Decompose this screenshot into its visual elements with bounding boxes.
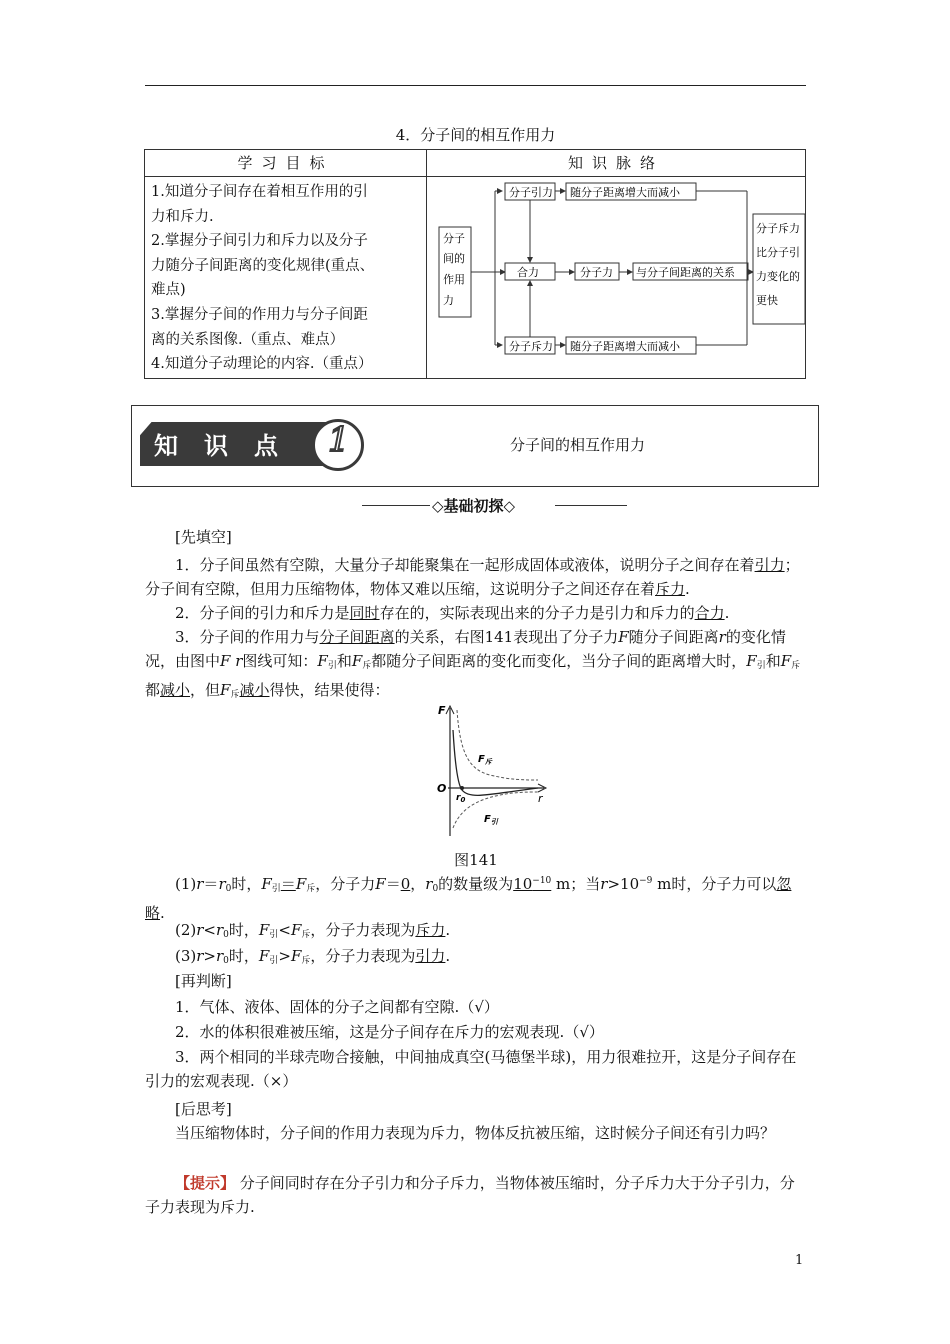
- goal-line: 离的关系图像.（重点、难点）: [151, 331, 345, 348]
- condition-1: $(1)r=r_0$时，$F_引=F_斥$，分子力F＝0，$r_0$的数量级为$10^{-10}$ m；当$r>10^{-9}$ m时，分子力可以忽略.: [145, 875, 792, 922]
- svg-text:更快: 更快: [756, 294, 778, 307]
- hint-label: 【提示】: [175, 1174, 236, 1192]
- blank: 合力: [694, 604, 725, 622]
- blank: 分子间距离: [319, 628, 395, 646]
- fill-label: [先填空]: [175, 528, 232, 546]
- blank: 斥力: [655, 580, 686, 598]
- diagram-repel-rule: 随分子距离增大而减小: [570, 340, 680, 353]
- diagram-net: 合力: [517, 266, 539, 279]
- diagram-repel: 分子斥力: [509, 340, 553, 353]
- svg-text:F斥: $F_斥$: [478, 754, 492, 766]
- goal-line: 3.掌握分子间的作用力与分子间距: [151, 306, 368, 323]
- svg-text:分子斥力: 分子斥力: [756, 222, 800, 235]
- knowledge-point-box: [131, 405, 819, 487]
- svg-text:作用: 作用: [443, 273, 465, 286]
- svg-text:F引: $F_引$: [484, 814, 498, 826]
- blank: 减小: [160, 681, 191, 699]
- goals-list: [151, 180, 421, 377]
- section-rule-left: [362, 505, 430, 506]
- diagram-attract-rule: 随分子距离增大而减小: [570, 186, 680, 199]
- header-goals: 学习目标: [237, 154, 334, 172]
- section-title: ◇基础初探◇: [432, 497, 516, 515]
- goal-line: 力和斥力.: [151, 208, 214, 225]
- goal-line: 4.知道分子动理论的内容.（重点）: [151, 356, 373, 373]
- section-rule-right: [555, 505, 627, 506]
- svg-text:r0: $r_0$: [456, 793, 466, 804]
- paragraph-3: 3．分子间的作用力与分子间距离的关系，右图141表现出了分子力F随分子间距离r的变化情况，由图中F r图线可知：$F_引$和$F_斥$都随分子间距离的变化而变化，当分子间的距离增大时，$F_引$和$F_斥$都减小，但$F_斥$减小得快，结果使得：: [145, 628, 801, 700]
- blank: 同时: [349, 604, 380, 622]
- goal-line: 力随分子间距离的变化规律(重点、: [151, 257, 375, 274]
- diagram-mol-force: 分子力: [580, 266, 613, 279]
- knowledge-diagram: [435, 180, 807, 378]
- think-label: [后思考]: [175, 1100, 232, 1118]
- force-distance-graph: [420, 700, 560, 840]
- goals-table: [144, 149, 806, 379]
- svg-text:r: r: [538, 792, 543, 805]
- hint: 【提示】 分子间同时存在分子引力和分子斥力，当物体被压缩时，分子斥力大于分子引力，分子力表现为斥力.: [145, 1174, 795, 1216]
- svg-text:间的: 间的: [443, 252, 465, 265]
- paragraph-2: 2．分子间的引力和斥力是同时存在的，实际表现出来的分子力是引力和斥力的合力.: [175, 604, 730, 622]
- page-number: 1: [795, 1253, 804, 1268]
- condition-3: $(3)r>r_0$时，$F_引>F_斥$，分子力表现为引力.: [175, 947, 451, 966]
- svg-text:力: 力: [443, 294, 454, 307]
- svg-text:F: F: [438, 704, 446, 717]
- knowledge-banner-text: 知识点: [154, 432, 304, 460]
- judge-label: [再判断]: [175, 972, 232, 990]
- judge-1: 1．气体、液体、固体的分子之间都有空隙.（√）: [175, 998, 499, 1016]
- knowledge-number: 1: [328, 420, 350, 460]
- goal-line: 难点): [151, 282, 186, 299]
- page-title: 4．分子间的相互作用力: [395, 126, 556, 144]
- svg-text:力变化的: 力变化的: [756, 270, 800, 283]
- goal-line: 2.掌握分子间引力和斥力以及分子: [151, 233, 368, 250]
- judge-3: 3．两个相同的半球壳吻合接触，中间抽成真空(马德堡半球)，用力很难拉开，这是分子间存在引力的宏观表现.（×）: [145, 1048, 797, 1090]
- header-knowledge: 知识脉络: [567, 154, 664, 172]
- goal-line: 1.知道分子间存在着相互作用的引: [151, 184, 368, 200]
- blank: 减小: [239, 681, 270, 699]
- knowledge-title: 分子间的相互作用力: [510, 436, 646, 454]
- paragraph-1: 1．分子间虽然有空隙，大量分子却能聚集在一起形成固体或液体，说明分子之间存在着引力；分子间有空隙，但用力压缩物体，物体又难以压缩，这说明分子之间还存在着斥力.: [145, 556, 800, 598]
- svg-text:分子: 分子: [443, 232, 465, 245]
- figure-caption: 图141: [454, 851, 498, 869]
- diagram-attract: 分子引力: [509, 186, 553, 199]
- condition-2: $(2)r<r_0$时，$F_引<F_斥$，分子力表现为斥力.: [175, 921, 451, 940]
- blank: 引力: [754, 556, 785, 574]
- svg-text:O: O: [437, 782, 447, 795]
- question: 当压缩物体时，分子间的作用力表现为斥力，物体反抗被压缩，这时候分子间还有引力吗？: [175, 1124, 776, 1142]
- judge-2: 2．水的体积很难被压缩，这是分子间存在斥力的宏观表现.（√）: [175, 1023, 604, 1041]
- diagram-relation: 与分子间距离的关系: [636, 266, 735, 279]
- svg-text:比分子引: 比分子引: [756, 246, 800, 259]
- header-rule: [145, 85, 806, 86]
